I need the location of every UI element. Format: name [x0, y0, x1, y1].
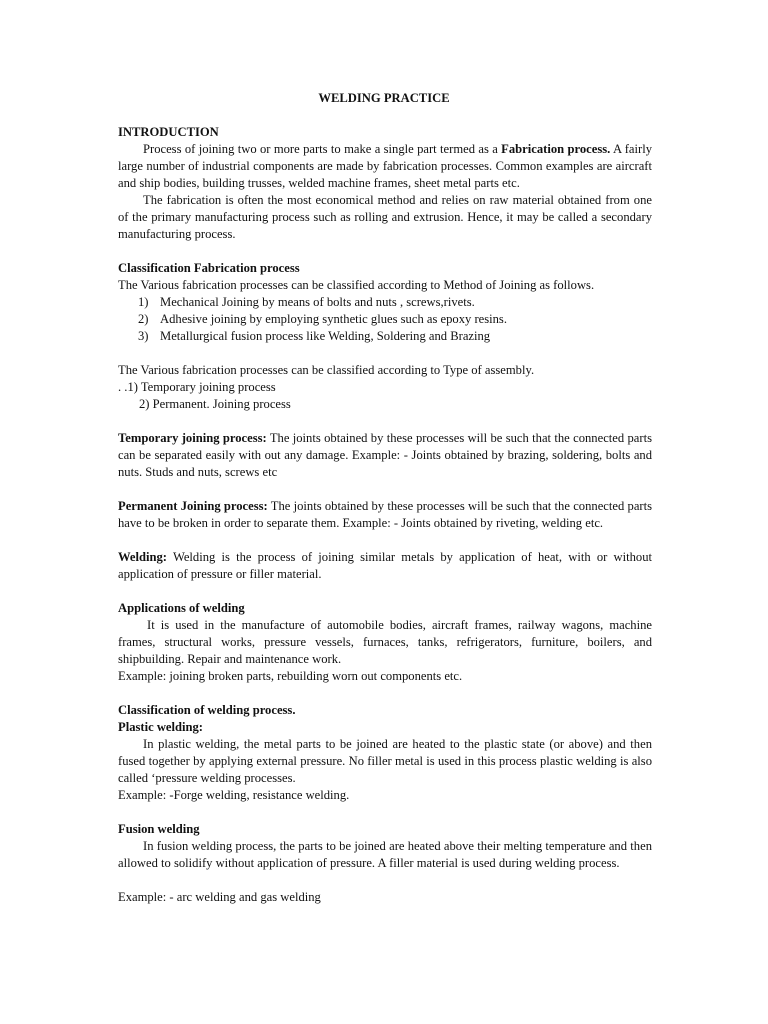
intro-heading: INTRODUCTION [118, 125, 219, 139]
fusion-welding-heading: Fusion welding [118, 822, 200, 836]
page-title: WELDING PRACTICE [318, 91, 450, 105]
fusion-welding-text: In fusion welding process, the parts to be joined are heated above their melting temperature and then allowed to solidify without application of pressure. A filler material is used during welding process. [118, 839, 652, 870]
plastic-welding-heading: Plastic welding: [118, 720, 204, 734]
permanent-joining-text: The joints obtained by these processes will be such that the connected parts have to be broken in order to separate them. Example: - Joints obtained by riveting, welding etc. [118, 499, 653, 530]
welding-definition-paragraph [118, 549, 652, 583]
temporary-joining-paragraph [118, 430, 652, 481]
list-item-number: 1) [138, 295, 149, 309]
list-item-text: Mechanical Joining by means of bolts and nuts , screws,rivets. [160, 295, 475, 309]
assembly-item-permanent: 2) Permanent. Joining process [139, 397, 291, 411]
plastic-welding-example: Example: -Forge welding, resistance welding. [118, 788, 350, 802]
list-item-text: Adhesive joining by employing synthetic glues such as epoxy resins. [160, 312, 507, 326]
applications-example: Example: joining broken parts, rebuilding worn out components etc. [118, 669, 463, 683]
welding-text: Welding is the process of joining similar metals by application of heat, with or without application of pressure or filler material. [118, 550, 652, 581]
welding-label: Welding: [118, 550, 167, 564]
permanent-joining-label: Permanent Joining process: [118, 499, 268, 513]
permanent-joining-paragraph [118, 498, 652, 532]
applications-text: It is used in the manufacture of automobile bodies, aircraft frames, railway wagons, machine frames, structural works, pressure vessels, furnaces, tanks, refrigerators, furniture, boilers, and shipbuilding. Repair and maintenance work. [118, 618, 652, 666]
intro-paragraph-1 [118, 141, 652, 192]
intro-p1-rest: A fairly large number of industrial components are made by fabrication processes. Common examples are aircraft and ship bodies, building trusses, welded machine frames, sheet metal parts etc. [118, 142, 652, 190]
temporary-joining-text: The joints obtained by these processes will be such that the connected parts can be separated easily with out any damage. Example: - Joints obtained by brazing, soldering, bolts and nuts. Studs and nuts, screws etc [118, 431, 652, 479]
list-item-number: 2) [138, 312, 149, 326]
temporary-joining-label: Temporary joining process: [118, 431, 267, 445]
assembly-text: The Various fabrication processes can be classified according to Type of assembly. [118, 363, 535, 377]
intro-paragraph-2: The fabrication is often the most economical method and relies on raw material obtained from one of the primary manufacturing process such as rolling and extrusion. Hence, it may be called a secondary manufacturing process. [118, 193, 652, 241]
fusion-welding-example: Example: - arc welding and gas welding [118, 890, 321, 904]
assembly-item-temporary: . .1) Temporary joining process [118, 380, 276, 394]
list-item-text: Metallurgical fusion process like Welding, Soldering and Brazing [160, 329, 491, 343]
classification-heading: Classification Fabrication process [118, 261, 300, 275]
welding-classification-heading: Classification of welding process. [118, 703, 296, 717]
applications-heading: Applications of welding [118, 601, 245, 615]
classification-text: The Various fabrication processes can be classified according to Method of Joining as follows. [118, 278, 595, 292]
intro-p1-text: Process of joining two or more parts to make a single part termed as a [143, 142, 502, 156]
list-item [118, 294, 652, 311]
plastic-welding-text: In plastic welding, the metal parts to be joined are heated to the plastic state (or above) and then fused together by applying external pressure. No filler metal is used in this process plastic welding is also called ‘pressure welding processes. [118, 737, 652, 785]
list-item-number: 3) [138, 329, 149, 343]
joining-method-list [118, 294, 652, 345]
list-item [118, 311, 652, 328]
document-body [118, 124, 652, 906]
intro-p1-bold: Fabrication process. [501, 142, 611, 156]
list-item [118, 328, 652, 345]
